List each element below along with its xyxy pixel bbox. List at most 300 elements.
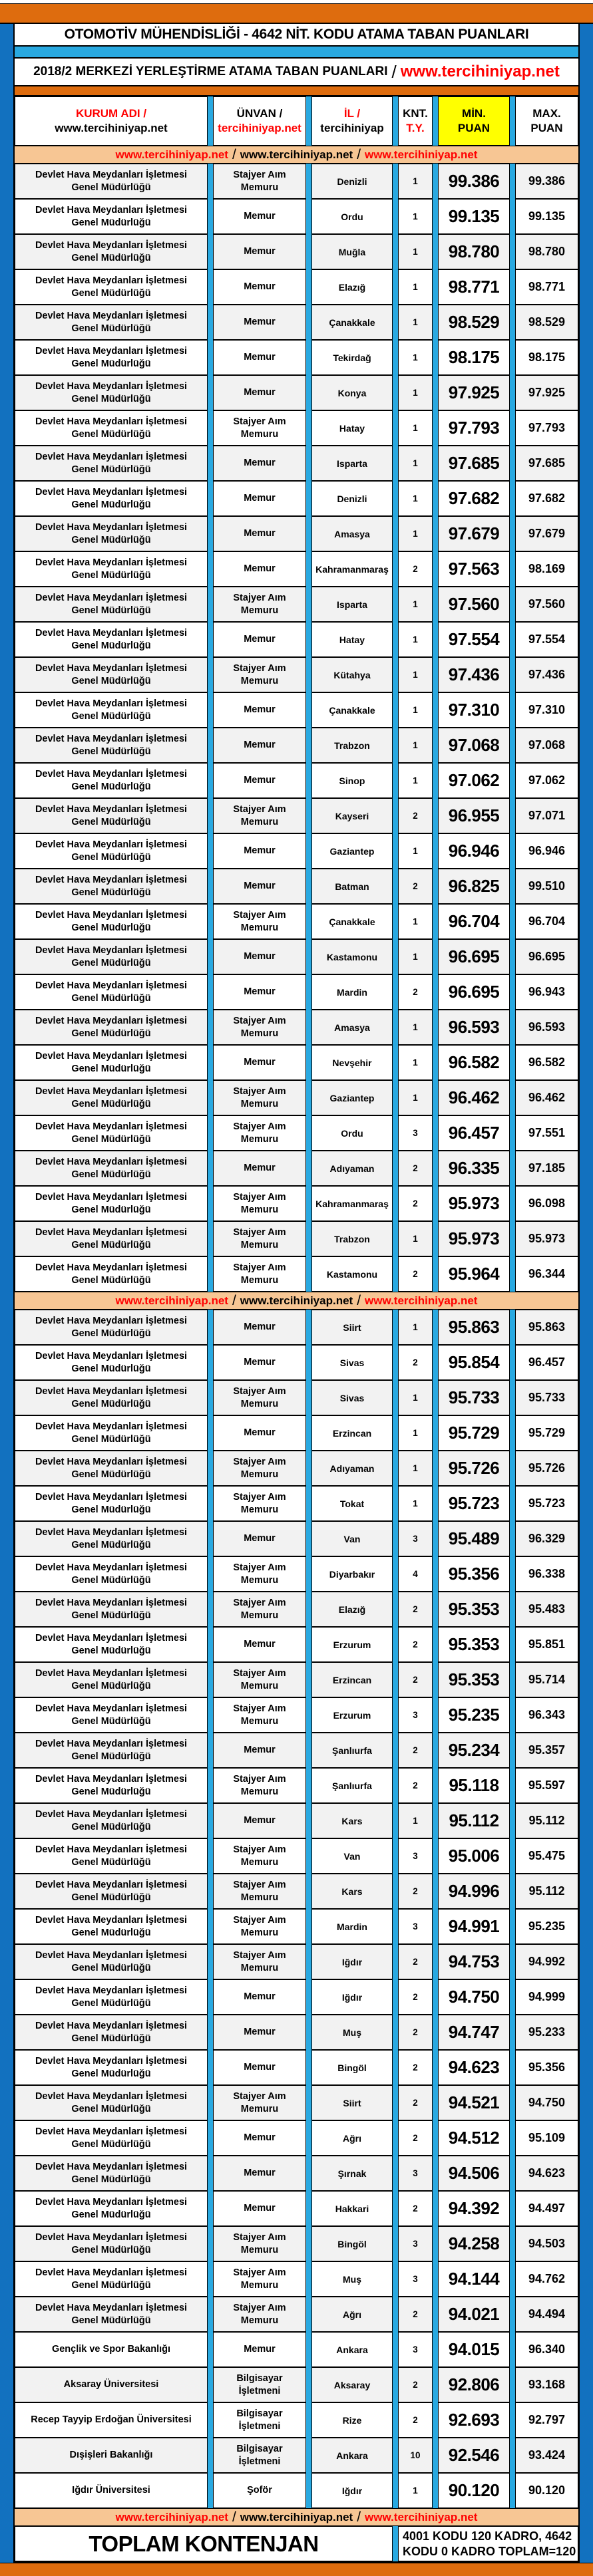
unvan-header-label: ÜNVAN / <box>236 106 283 120</box>
unvan-cell: Stajyer Aım Memuru <box>213 587 306 622</box>
kurum-cell: Devlet Hava Meydanları İşletmesi Genel Müdürlüğü <box>15 2226 208 2261</box>
min-score-cell: 96.593 <box>438 1010 510 1045</box>
min-score-cell: 94.392 <box>438 2191 510 2226</box>
knt-cell: 2 <box>398 2191 433 2226</box>
knt-cell: 2 <box>398 551 433 587</box>
knt-cell: 1 <box>398 2473 433 2508</box>
unvan-cell: Stajyer Aım Memuru <box>213 164 306 199</box>
knt-cell: 1 <box>398 1310 433 1345</box>
banner-link-3[interactable]: www.tercihiniyap.net <box>365 1294 478 1307</box>
il-cell: Bingöl <box>311 2226 393 2261</box>
min-score-cell: 95.118 <box>438 1768 510 1803</box>
kurum-cell: Devlet Hava Meydanları İşletmesi Genel Müdürlüğü <box>15 1151 208 1186</box>
knt-cell: 2 <box>398 974 433 1010</box>
table-header-row <box>15 96 578 146</box>
max-score-cell: 95.973 <box>515 1221 578 1256</box>
il-cell: Sinop <box>311 763 393 798</box>
table-row <box>15 1874 578 1909</box>
table-row <box>15 869 578 904</box>
unvan-cell: Memur <box>213 446 306 481</box>
il-cell: Sivas <box>311 1380 393 1415</box>
kurum-cell: Devlet Hava Meydanları İşletmesi Genel Müdürlüğü <box>15 1186 208 1221</box>
unvan-cell: Memur <box>213 269 306 305</box>
knt-cell: 10 <box>398 2438 433 2473</box>
kurum-cell: Devlet Hava Meydanları İşletmesi Genel Müdürlüğü <box>15 446 208 481</box>
knt-cell: 3 <box>398 2261 433 2297</box>
min-score-cell: 96.462 <box>438 1080 510 1115</box>
knt-cell: 3 <box>398 1697 433 1733</box>
kurum-cell: Devlet Hava Meydanları İşletmesi Genel Müdürlüğü <box>15 1874 208 1909</box>
max-score-cell: 93.168 <box>515 2367 578 2402</box>
table-row <box>15 1186 578 1221</box>
min-score-cell: 97.068 <box>438 728 510 763</box>
knt-cell: 1 <box>398 1380 433 1415</box>
max-score-cell: 99.135 <box>515 199 578 234</box>
top-orange-bar <box>0 3 593 24</box>
table-row <box>15 2226 578 2261</box>
il-cell: Çanakkale <box>311 904 393 939</box>
unvan-cell: Stajyer Aım Memuru <box>213 1592 306 1627</box>
max-score-cell: 95.475 <box>515 1838 578 1874</box>
table-row <box>15 1345 578 1380</box>
max-score-cell: 97.551 <box>515 1115 578 1151</box>
il-cell: Amasya <box>311 516 393 551</box>
il-cell: Erzincan <box>311 1415 393 1451</box>
unvan-cell: Stajyer Aım Memuru <box>213 1186 306 1221</box>
min-score-cell: 95.973 <box>438 1221 510 1256</box>
max-score-cell: 99.510 <box>515 869 578 904</box>
table-body-section-2 <box>15 1310 578 2508</box>
max-score-cell: 96.340 <box>515 2332 578 2367</box>
table-row <box>15 1151 578 1186</box>
unvan-cell: Stajyer Aım Memuru <box>213 1874 306 1909</box>
min-score-cell: 95.733 <box>438 1380 510 1415</box>
max-score-cell: 90.120 <box>515 2473 578 2508</box>
il-cell: Sivas <box>311 1345 393 1380</box>
kurum-cell: Devlet Hava Meydanları İşletmesi Genel Müdürlüğü <box>15 1838 208 1874</box>
unvan-cell: Memur <box>213 622 306 657</box>
unvan-cell: Memur <box>213 305 306 340</box>
knt-cell: 2 <box>398 2367 433 2402</box>
il-cell: Kahramanmaraş <box>311 551 393 587</box>
knt-cell: 2 <box>398 2050 433 2085</box>
il-cell: Iğdır <box>311 1979 393 2015</box>
kurum-cell: Gençlik ve Spor Bakanlığı <box>15 2332 208 2367</box>
table-row <box>15 269 578 305</box>
max-score-cell: 98.529 <box>515 305 578 340</box>
table-row <box>15 1256 578 1292</box>
unvan-cell: Memur <box>213 1803 306 1838</box>
table-row <box>15 2367 578 2402</box>
il-cell: Van <box>311 1838 393 1874</box>
knt-cell: 1 <box>398 587 433 622</box>
max-score-cell: 96.695 <box>515 939 578 974</box>
max-score-cell: 96.343 <box>515 1697 578 1733</box>
kurum-cell: Devlet Hava Meydanları İşletmesi Genel Müdürlüğü <box>15 1256 208 1292</box>
max-header-label: MAX. <box>532 106 561 120</box>
unvan-cell: Stajyer Aım Memuru <box>213 798 306 833</box>
banner-link-2[interactable]: www.tercihiniyap.net <box>240 1294 353 1307</box>
unvan-cell: Memur <box>213 481 306 516</box>
unvan-cell: Memur <box>213 2120 306 2156</box>
knt-cell: 1 <box>398 1803 433 1838</box>
il-cell: Iğdır <box>311 1944 393 1979</box>
unvan-cell: Memur <box>213 1627 306 1662</box>
knt-cell: 1 <box>398 1221 433 1256</box>
max-score-cell: 95.112 <box>515 1803 578 1838</box>
max-score-cell: 95.233 <box>515 2015 578 2050</box>
table-row <box>15 1115 578 1151</box>
il-cell: Ankara <box>311 2332 393 2367</box>
knt-header-label: KNT. <box>403 106 428 120</box>
kurum-cell: Devlet Hava Meydanları İşletmesi Genel Müdürlüğü <box>15 833 208 869</box>
unvan-cell: Memur <box>213 1979 306 2015</box>
unvan-cell: Memur <box>213 763 306 798</box>
unvan-cell: Memur <box>213 340 306 375</box>
knt-cell: 1 <box>398 904 433 939</box>
table-row <box>15 1944 578 1979</box>
max-score-cell: 95.714 <box>515 1662 578 1697</box>
unvan-cell: Memur <box>213 1310 306 1345</box>
min-score-cell: 99.386 <box>438 164 510 199</box>
table-row <box>15 375 578 410</box>
il-cell: Batman <box>311 869 393 904</box>
table-row <box>15 2191 578 2226</box>
min-score-cell: 95.854 <box>438 1345 510 1380</box>
knt-cell: 2 <box>398 2120 433 2156</box>
table-row <box>15 1451 578 1486</box>
unvan-cell: Memur <box>213 1521 306 1556</box>
il-cell: Muş <box>311 2015 393 2050</box>
kurum-cell: Devlet Hava Meydanları İşletmesi Genel Müdürlüğü <box>15 234 208 269</box>
kurum-cell: Devlet Hava Meydanları İşletmesi Genel Müdürlüğü <box>15 551 208 587</box>
unvan-cell: Memur <box>213 692 306 728</box>
knt-cell: 1 <box>398 199 433 234</box>
il-cell: Ordu <box>311 1115 393 1151</box>
max-score-cell: 97.560 <box>515 587 578 622</box>
knt-cell: 2 <box>398 1733 433 1768</box>
knt-cell: 1 <box>398 1080 433 1115</box>
subtitle-link[interactable]: www.tercihiniyap.net <box>400 63 560 80</box>
kurum-cell: Devlet Hava Meydanları İşletmesi Genel Müdürlüğü <box>15 728 208 763</box>
table-row <box>15 199 578 234</box>
table-row <box>15 2050 578 2085</box>
unvan-cell: Stajyer Aım Memuru <box>213 1380 306 1415</box>
unvan-header-watermark: tercihiniyap.net <box>218 121 301 134</box>
min-score-cell: 96.695 <box>438 939 510 974</box>
kurum-cell: Devlet Hava Meydanları İşletmesi Genel Müdürlüğü <box>15 657 208 692</box>
il-cell: Hakkari <box>311 2191 393 2226</box>
knt-cell: 2 <box>398 1186 433 1221</box>
table-row <box>15 1221 578 1256</box>
banner-link-1[interactable]: www.tercihiniyap.net <box>115 1294 228 1307</box>
knt-header-sublabel: T.Y. <box>406 121 425 134</box>
knt-cell: 1 <box>398 1045 433 1080</box>
knt-cell: 2 <box>398 1627 433 1662</box>
min-score-cell: 97.685 <box>438 446 510 481</box>
min-header-sublabel: PUAN <box>457 121 491 134</box>
banner-separator: / <box>232 146 236 162</box>
subtitle-row <box>15 59 578 86</box>
il-cell: Diyarbakır <box>311 1556 393 1592</box>
total-quota-note <box>398 2526 578 2561</box>
unvan-cell: Memur <box>213 869 306 904</box>
unvan-cell: Stajyer Aım Memuru <box>213 904 306 939</box>
knt-cell: 1 <box>398 269 433 305</box>
unvan-cell: Memur <box>213 2050 306 2085</box>
il-cell: Erzurum <box>311 1627 393 1662</box>
column-header-il <box>311 96 393 146</box>
table-row <box>15 481 578 516</box>
il-cell: Amasya <box>311 1010 393 1045</box>
unvan-cell: Stajyer Aım Memuru <box>213 1662 306 1697</box>
min-score-cell: 94.996 <box>438 1874 510 1909</box>
max-score-cell: 96.338 <box>515 1556 578 1592</box>
kurum-cell: Devlet Hava Meydanları İşletmesi Genel Müdürlüğü <box>15 1415 208 1451</box>
min-score-cell: 96.825 <box>438 869 510 904</box>
min-score-cell: 94.258 <box>438 2226 510 2261</box>
kurum-cell: Devlet Hava Meydanları İşletmesi Genel Müdürlüğü <box>15 481 208 516</box>
knt-cell: 1 <box>398 164 433 199</box>
banner-link-1[interactable]: www.tercihiniyap.net <box>115 2510 228 2523</box>
unvan-cell: Stajyer Aım Memuru <box>213 1556 306 1592</box>
min-score-cell: 95.112 <box>438 1803 510 1838</box>
min-score-cell: 90.120 <box>438 2473 510 2508</box>
knt-cell: 1 <box>398 1415 433 1451</box>
max-score-cell: 97.068 <box>515 728 578 763</box>
table-row <box>15 587 578 622</box>
min-score-cell: 98.529 <box>438 305 510 340</box>
il-cell: Trabzon <box>311 1221 393 1256</box>
min-score-cell: 95.726 <box>438 1451 510 1486</box>
unvan-cell: Stajyer Aım Memuru <box>213 2261 306 2297</box>
unvan-cell: Stajyer Aım Memuru <box>213 410 306 446</box>
kurum-cell: Devlet Hava Meydanları İşletmesi Genel Müdürlüğü <box>15 1944 208 1979</box>
max-score-cell: 96.946 <box>515 833 578 869</box>
banner-link-3[interactable]: www.tercihiniyap.net <box>365 148 478 161</box>
max-score-cell: 97.436 <box>515 657 578 692</box>
table-row <box>15 2332 578 2367</box>
kurum-cell: Devlet Hava Meydanları İşletmesi Genel Müdürlüğü <box>15 164 208 199</box>
table-row <box>15 1979 578 2015</box>
max-score-cell: 98.780 <box>515 234 578 269</box>
kurum-cell: Devlet Hava Meydanları İşletmesi Genel Müdürlüğü <box>15 1697 208 1733</box>
max-score-cell: 95.356 <box>515 2050 578 2085</box>
max-score-cell: 93.424 <box>515 2438 578 2473</box>
lightblue-divider <box>15 47 578 59</box>
knt-cell: 3 <box>398 1521 433 1556</box>
min-score-cell: 96.955 <box>438 798 510 833</box>
table-row <box>15 833 578 869</box>
watermark-banner-top <box>15 146 578 164</box>
table-body-section-1 <box>15 164 578 1292</box>
unvan-cell: Memur <box>213 2015 306 2050</box>
banner-separator: / <box>357 1292 361 1308</box>
unvan-cell: Memur <box>213 2332 306 2367</box>
il-header-label: İL / <box>343 106 361 120</box>
table-row <box>15 1380 578 1415</box>
kurum-cell: Devlet Hava Meydanları İşletmesi Genel Müdürlüğü <box>15 763 208 798</box>
unvan-cell: Stajyer Aım Memuru <box>213 1010 306 1045</box>
max-score-cell: 97.793 <box>515 410 578 446</box>
kurum-cell: Devlet Hava Meydanları İşletmesi Genel Müdürlüğü <box>15 1627 208 1662</box>
kurum-cell: Recep Tayyip Erdoğan Üniversitesi <box>15 2402 208 2438</box>
banner-link-2[interactable]: www.tercihiniyap.net <box>240 2510 353 2523</box>
il-cell: Kastamonu <box>311 1256 393 1292</box>
knt-cell: 2 <box>398 1256 433 1292</box>
knt-cell: 2 <box>398 869 433 904</box>
kurum-cell: Devlet Hava Meydanları İşletmesi Genel Müdürlüğü <box>15 974 208 1010</box>
max-score-cell: 96.098 <box>515 1186 578 1221</box>
banner-link-3[interactable]: www.tercihiniyap.net <box>365 2510 478 2523</box>
table-row <box>15 1556 578 1592</box>
table-row <box>15 1592 578 1627</box>
il-cell: Elazığ <box>311 1592 393 1627</box>
max-score-cell: 96.593 <box>515 1010 578 1045</box>
min-score-cell: 96.704 <box>438 904 510 939</box>
il-cell: Gaziantep <box>311 1080 393 1115</box>
table-row <box>15 2402 578 2438</box>
min-score-cell: 95.973 <box>438 1186 510 1221</box>
unvan-cell: Stajyer Aım Memuru <box>213 1768 306 1803</box>
kurum-cell: Devlet Hava Meydanları İşletmesi Genel Müdürlüğü <box>15 1592 208 1627</box>
max-score-cell: 95.597 <box>515 1768 578 1803</box>
min-score-cell: 96.695 <box>438 974 510 1010</box>
kurum-cell: Devlet Hava Meydanları İşletmesi Genel Müdürlüğü <box>15 1115 208 1151</box>
table-row <box>15 2120 578 2156</box>
max-score-cell: 97.185 <box>515 1151 578 1186</box>
min-score-cell: 98.771 <box>438 269 510 305</box>
unvan-cell: Stajyer Aım Memuru <box>213 1838 306 1874</box>
knt-cell: 1 <box>398 305 433 340</box>
max-score-cell: 94.623 <box>515 2156 578 2191</box>
il-cell: Kütahya <box>311 657 393 692</box>
kurum-cell: Devlet Hava Meydanları İşletmesi Genel Müdürlüğü <box>15 1909 208 1944</box>
table-row <box>15 340 578 375</box>
il-cell: Trabzon <box>311 728 393 763</box>
knt-cell: 1 <box>398 340 433 375</box>
il-cell: Hatay <box>311 622 393 657</box>
kurum-cell: Devlet Hava Meydanları İşletmesi Genel Müdürlüğü <box>15 2156 208 2191</box>
knt-cell: 2 <box>398 1151 433 1186</box>
il-cell: Şanlıurfa <box>311 1733 393 1768</box>
knt-cell: 1 <box>398 728 433 763</box>
knt-cell: 1 <box>398 516 433 551</box>
min-score-cell: 94.747 <box>438 2015 510 2050</box>
unvan-cell: Stajyer Aım Memuru <box>213 1909 306 1944</box>
min-score-cell: 94.015 <box>438 2332 510 2367</box>
il-cell: Mardin <box>311 974 393 1010</box>
min-score-cell: 95.489 <box>438 1521 510 1556</box>
max-score-cell: 98.771 <box>515 269 578 305</box>
max-score-cell: 96.582 <box>515 1045 578 1080</box>
min-score-cell: 94.991 <box>438 1909 510 1944</box>
unvan-cell: Memur <box>213 974 306 1010</box>
kurum-cell: Devlet Hava Meydanları İşletmesi Genel Müdürlüğü <box>15 2261 208 2297</box>
kurum-cell: Devlet Hava Meydanları İşletmesi Genel Müdürlüğü <box>15 516 208 551</box>
min-score-cell: 95.353 <box>438 1627 510 1662</box>
banner-link-1[interactable]: www.tercihiniyap.net <box>115 148 228 161</box>
watermark-banner-bottom <box>15 2508 578 2526</box>
kurum-cell: Devlet Hava Meydanları İşletmesi Genel Müdürlüğü <box>15 1310 208 1345</box>
max-score-cell: 95.723 <box>515 1486 578 1521</box>
max-score-cell: 97.062 <box>515 763 578 798</box>
unvan-cell: Stajyer Aım Memuru <box>213 1080 306 1115</box>
knt-cell: 1 <box>398 1010 433 1045</box>
il-cell: Denizli <box>311 164 393 199</box>
il-cell: Siirt <box>311 2085 393 2120</box>
knt-cell: 1 <box>398 622 433 657</box>
min-score-cell: 96.457 <box>438 1115 510 1151</box>
table-row <box>15 1768 578 1803</box>
knt-cell: 1 <box>398 692 433 728</box>
kurum-cell: Dışişleri Bakanlığı <box>15 2438 208 2473</box>
kurum-cell: Devlet Hava Meydanları İşletmesi Genel Müdürlüğü <box>15 2191 208 2226</box>
knt-cell: 3 <box>398 2332 433 2367</box>
kurum-cell: Devlet Hava Meydanları İşletmesi Genel Müdürlüğü <box>15 1380 208 1415</box>
knt-cell: 3 <box>398 1115 433 1151</box>
unvan-cell: Memur <box>213 1415 306 1451</box>
max-score-cell: 92.797 <box>515 2402 578 2438</box>
min-score-cell: 95.353 <box>438 1662 510 1697</box>
banner-separator: / <box>357 146 361 162</box>
min-score-cell: 95.729 <box>438 1415 510 1451</box>
column-header-unvan <box>213 96 306 146</box>
min-score-cell: 97.925 <box>438 375 510 410</box>
kurum-cell: Devlet Hava Meydanları İşletmesi Genel Müdürlüğü <box>15 199 208 234</box>
unvan-cell: Memur <box>213 234 306 269</box>
kurum-cell: Devlet Hava Meydanları İşletmesi Genel Müdürlüğü <box>15 1221 208 1256</box>
max-score-cell: 95.863 <box>515 1310 578 1345</box>
min-score-cell: 97.563 <box>438 551 510 587</box>
unvan-cell: Stajyer Aım Memuru <box>213 1944 306 1979</box>
table-row <box>15 939 578 974</box>
kurum-cell: Devlet Hava Meydanları İşletmesi Genel Müdürlüğü <box>15 1486 208 1521</box>
knt-cell: 2 <box>398 2402 433 2438</box>
il-cell: Van <box>311 1521 393 1556</box>
total-quota-note-line2: KODU 0 KADRO TOPLAM=120 <box>403 2544 576 2558</box>
il-cell: Mardin <box>311 1909 393 1944</box>
knt-cell: 1 <box>398 833 433 869</box>
banner-link-2[interactable]: www.tercihiniyap.net <box>240 148 353 161</box>
unvan-cell: Memur <box>213 1045 306 1080</box>
max-score-cell: 97.310 <box>515 692 578 728</box>
kurum-cell: Devlet Hava Meydanları İşletmesi Genel Müdürlüğü <box>15 2120 208 2156</box>
il-cell: Nevşehir <box>311 1045 393 1080</box>
kurum-cell: Devlet Hava Meydanları İşletmesi Genel Müdürlüğü <box>15 1803 208 1838</box>
unvan-cell: Memur <box>213 1733 306 1768</box>
kurum-cell: Devlet Hava Meydanları İşletmesi Genel Müdürlüğü <box>15 1662 208 1697</box>
max-score-cell: 99.386 <box>515 164 578 199</box>
knt-cell: 1 <box>398 234 433 269</box>
table-row <box>15 2261 578 2297</box>
max-score-cell: 94.497 <box>515 2191 578 2226</box>
min-score-cell: 95.964 <box>438 1256 510 1292</box>
unvan-cell: Bilgisayar İşletmeni <box>213 2367 306 2402</box>
max-score-cell: 95.729 <box>515 1415 578 1451</box>
il-cell: Gaziantep <box>311 833 393 869</box>
table-row <box>15 1521 578 1556</box>
min-score-cell: 97.554 <box>438 622 510 657</box>
knt-cell: 2 <box>398 1874 433 1909</box>
il-cell: Kastamonu <box>311 939 393 974</box>
unvan-cell: Memur <box>213 1345 306 1380</box>
min-score-cell: 95.353 <box>438 1592 510 1627</box>
min-score-cell: 95.234 <box>438 1733 510 1768</box>
table-row <box>15 692 578 728</box>
unvan-cell: Memur <box>213 375 306 410</box>
min-score-cell: 92.806 <box>438 2367 510 2402</box>
